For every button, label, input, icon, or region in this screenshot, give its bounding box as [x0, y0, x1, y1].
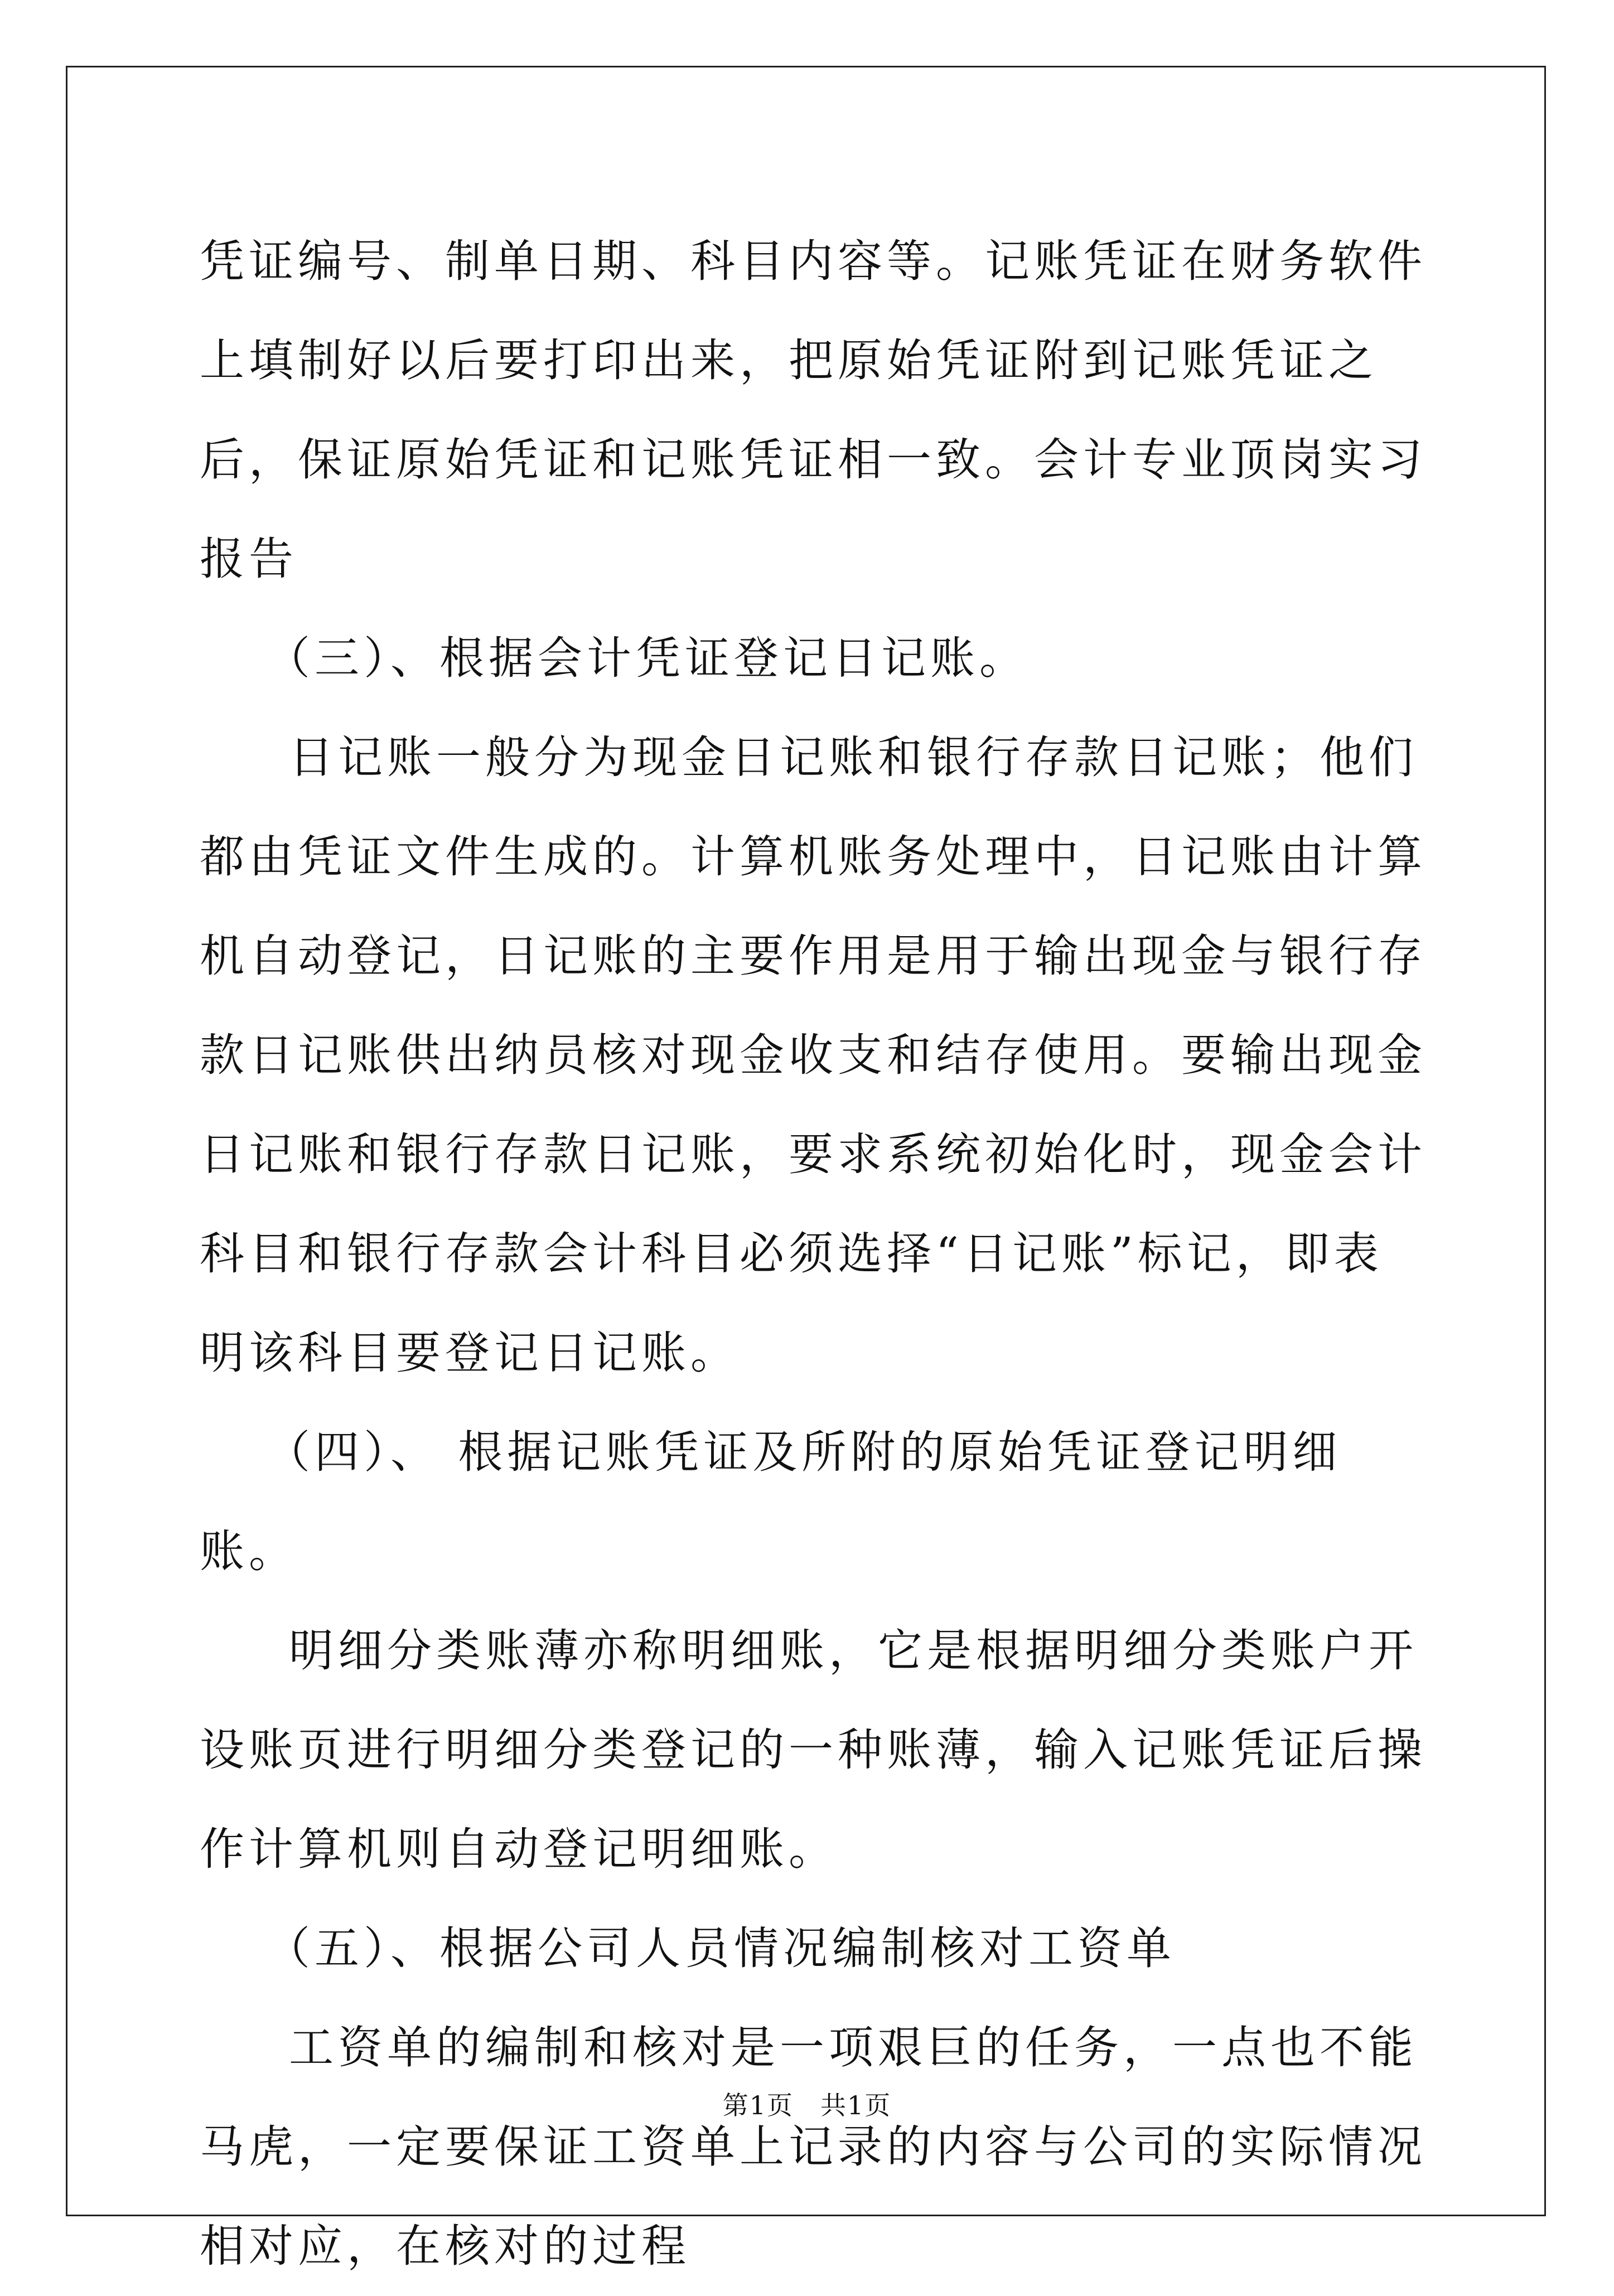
paragraph-journal: 日记账一般分为现金日记账和银行存款日记账；他们都由凭证文件生成的。计算机账务处理中，日记账由计算机自动登记，日记账的主要作用是用于输出现金与银行存款日记账供出纳员核对现金收支和结存使用。要输出现金日记账和银行存款日记账，要求系统初始化时，现金会计科目和银行存款会计科目必须选择“日记账”标记，即表明该科目要登记日记账。 [200, 732, 1427, 1379]
page-number-footer: 第1页 共1页 [722, 2090, 892, 2120]
paragraph-continuation: 凭证编号、制单日期、科目内容等。记账凭证在财务软件上填制好以后要打印出来，把原始凭证附到记账凭证之后，保证原始凭证和记账凭证相一致。会计专业顶岗实习报告 [200, 235, 1427, 585]
paragraph-ledger: 明细分类账薄亦称明细账，它是根据明细分类账户开设账页进行明细分类登记的一种账薄，输入记账凭证后操作计算机则自动登记明细账。 [200, 1625, 1427, 1875]
section-heading-5: （五）、根据公司人员情况编制核对工资单 [265, 1922, 1176, 1974]
paragraph-payroll: 工资单的编制和核对是一项艰巨的任务，一点也不能马虎，一定要保证工资单上记录的内容与公司的实际情况相对应，在核对的过程 [200, 2022, 1427, 2272]
section-heading-3: （三）、根据会计凭证登记日记账。 [265, 632, 1028, 684]
section-heading-4: （四）、 根据记账凭证及所附的原始凭证登记明细账。 [200, 1426, 1342, 1577]
document-body [200, 212, 1427, 2296]
